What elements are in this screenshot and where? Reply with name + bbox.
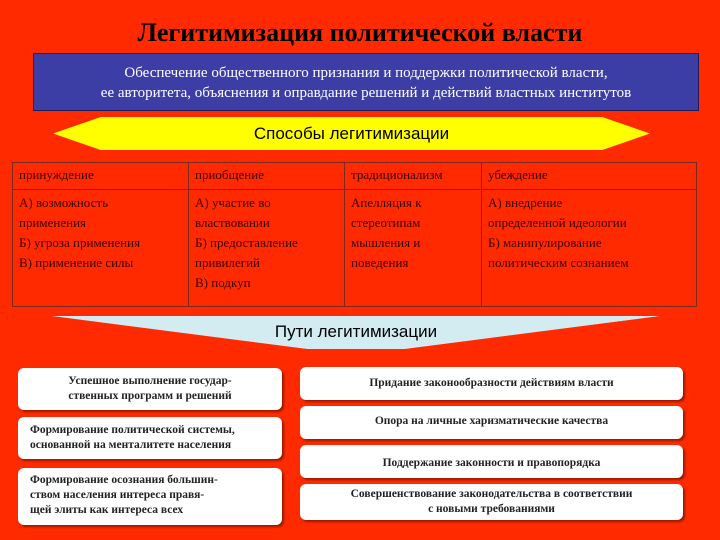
way-line: основанной на менталитете населения [30,439,232,451]
way-line: Формирование политической системы, [30,424,235,436]
method-detail-line: А) внедрение [488,195,563,210]
method-details [482,190,697,307]
method-detail-line: властвовании [195,215,270,230]
method-details [13,190,189,307]
way-line: ством населения интереса правя- [30,489,205,501]
way-line: Опора на личные харизматические качества [374,415,609,427]
way-line: Совершенствование законодательства в соответствии [350,488,633,500]
method-detail-line: А) участие во [195,195,271,210]
way-line: ственных программ и решений [68,390,232,402]
method-name: убеждение [482,163,697,190]
method-name: приобщение [189,163,345,190]
method-detail-line: привилегий [195,255,261,270]
definition-line: Обеспечение общественного признания и поддержки политической власти, [124,65,608,81]
way-line: Придание законообразности действиям власти [369,377,614,389]
way-card-right [300,484,683,520]
way-card-left [18,417,282,459]
page-title: Легитимизация политической власти [137,18,583,47]
ways-header-label: Пути легитимизации [274,322,438,341]
way-card-right [300,367,683,400]
method-detail-line: В) применение силы [19,255,134,270]
method-detail-line: поведения [351,255,409,270]
method-detail-line: стереотипам [351,215,421,230]
method-detail-line: политическим сознанием [488,255,629,270]
way-card-right [300,445,683,478]
way-card-left [18,468,282,525]
methods-header-label: Способы легитимизации [253,124,450,143]
methods-header-row [13,163,697,190]
methods-table [12,162,697,307]
method-name: принуждение [13,163,189,190]
way-card-left [18,368,282,410]
method-details [189,190,345,307]
method-detail-line: Б) предоставление [195,235,298,250]
method-detail-line: В) подкуп [195,275,251,290]
method-detail-line: Б) угроза применения [19,235,141,250]
method-detail-line: мышления и [351,235,421,250]
method-detail-line: применения [19,215,87,230]
method-detail-line: определенной идеологии [488,215,627,230]
method-details [345,190,482,307]
method-detail-line: Апелляция к [351,195,422,210]
method-detail-line: Б) манипулирование [488,235,602,250]
way-card-right [300,406,683,439]
method-name: традиционализм [345,163,482,190]
definition-line: ее авторитета, объяснения и оправдание решений и действий властных институтов [100,85,632,101]
way-line: Успешное выполнение государ- [68,375,232,387]
way-line: с новыми требованиями [428,503,555,515]
way-line: Поддержание законности и правопорядка [382,457,601,469]
way-line: Формирование осознания большин- [30,474,218,486]
methods-detail-row [13,190,697,307]
method-detail-line: А) возможность [19,195,109,210]
way-line: щей элиты как интереса всех [30,504,184,516]
definition-box [33,53,699,111]
